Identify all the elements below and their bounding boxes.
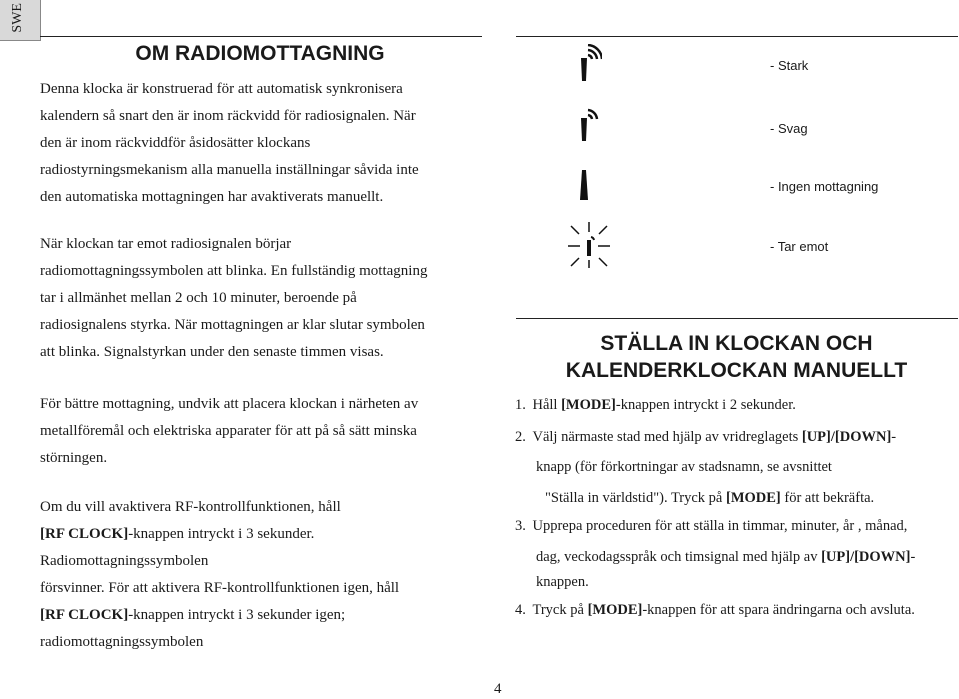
legend-label-strong: - Stark: [770, 58, 809, 73]
text-line: [515, 512, 958, 540]
text-line: knappen.: [536, 574, 589, 590]
text-span: Tryck på: [532, 602, 588, 618]
text-line: tar i allmänhet mellan 2 och 10 minuter, beroende på: [40, 290, 357, 306]
step-number: 1.: [515, 397, 526, 413]
text-line: störningen.: [40, 450, 108, 466]
language-tab-label: SWE: [10, 3, 25, 33]
text-line: radiomottagningssymbolen: [40, 634, 204, 650]
mode-key: [MODE]: [726, 490, 781, 506]
rf-clock-key: [RF CLOCK]: [40, 607, 129, 623]
text-span: "Ställa in världstid"). Tryck på: [545, 490, 726, 506]
text-span: -: [891, 429, 897, 445]
section-title-manual: [515, 330, 958, 384]
text-line: Om du vill avaktivera RF-kontrollfunktionen, håll: [40, 499, 341, 515]
text-span: -knappen för att spara ändringarna och avsluta.: [642, 602, 915, 618]
text-line: [515, 484, 958, 512]
rf-clock-key: [RF CLOCK]: [40, 526, 129, 542]
mode-key: [MODE]: [587, 602, 643, 618]
text-line: kalendern så snart den är inom räckvidd för radiosignalen. När: [40, 108, 416, 124]
right-mid-rule: [516, 318, 958, 319]
legend-label-none: - Ingen mottagning: [770, 179, 879, 194]
up-down-key: [UP]/[DOWN]: [801, 429, 892, 445]
signal-receiving-icon: [564, 220, 614, 270]
mode-key: [MODE]: [561, 397, 616, 413]
page-number: 4: [494, 681, 502, 697]
step-2: [515, 423, 958, 512]
step-4: [515, 596, 958, 624]
text-line: försvinner. För att aktivera RF-kontrollfunktionen igen, håll: [40, 580, 400, 596]
paragraph-tips: [40, 391, 480, 472]
step-3: [515, 512, 958, 593]
text-span: -knappen intryckt i 3 sekunder igen;: [128, 607, 346, 623]
text-line: den automatiska mottagningen har avaktiverats manuellt.: [40, 189, 384, 205]
step-1: [515, 391, 958, 419]
text-line: metallföremål och elektriska apparater för att på så sätt minska: [40, 423, 417, 439]
text-span: för att bekräfta.: [780, 490, 875, 506]
text-span: Håll: [532, 397, 562, 413]
text-line: radiomottagningssymbolen att blinka. En fullständig mottagning: [40, 263, 428, 279]
step-number: 3.: [515, 518, 526, 534]
signal-strong-icon: [568, 44, 602, 82]
text-line: [515, 423, 958, 451]
text-span: -knappen intryckt i 3 sekunder.: [128, 526, 315, 542]
right-top-rule: [516, 36, 958, 37]
text-line: [40, 521, 480, 548]
paragraph-intro: [40, 76, 480, 211]
signal-none-icon: [568, 166, 602, 204]
text-line: den är inom räckviddför åsidosätter klockans: [40, 135, 311, 151]
text-line: [40, 602, 480, 629]
text-span: Upprepa proceduren för att ställa in timmar, minuter, år , månad,: [532, 518, 908, 534]
text-span: Välj närmaste stad med hjälp av vridreglagets: [532, 429, 802, 445]
paragraph-reception: [40, 231, 480, 366]
text-span: -: [910, 549, 916, 565]
text-line: [515, 543, 958, 571]
up-down-key: [UP]/[DOWN]: [821, 549, 911, 565]
step-number: 2.: [515, 429, 526, 445]
text-line: radiostyrningsmekanism alla manuella inställningar såvida inte: [40, 162, 419, 178]
text-line: att blinka. Signalstyrkan under den senaste timmen visas.: [40, 344, 384, 360]
text-line: När klockan tar emot radiosignalen börjar: [40, 236, 292, 252]
step-number: 4.: [515, 602, 526, 618]
text-line: knapp (för förkortningar av stadsnamn, se avsnittet: [536, 459, 832, 475]
section-title-radio: OM RADIOMOTTAGNING: [135, 42, 385, 65]
legend-label-weak: - Svag: [770, 121, 808, 136]
language-tab: [0, 0, 41, 41]
title-line: KALENDERKLOCKAN MANUELLT: [565, 359, 908, 382]
text-span: -knappen intryckt i 2 sekunder.: [615, 397, 796, 413]
title-line: STÄLLA IN KLOCKAN OCH: [600, 332, 873, 355]
text-span: dag, veckodagsspråk och timsignal med hjälp av: [536, 549, 822, 565]
left-top-rule: [40, 36, 482, 37]
paragraph-rf-control: [40, 494, 480, 656]
signal-weak-icon: [568, 104, 602, 142]
text-line: För bättre mottagning, undvik att placera klockan i närheten av: [40, 396, 419, 412]
text-line: radiosignalens styrka. När mottagningen ar klar slutar symbolen: [40, 317, 425, 333]
text-line: Denna klocka är konstruerad för att automatisk synkronisera: [40, 81, 403, 97]
text-line: Radiomottagningssymbolen: [40, 553, 209, 569]
legend-label-receiving: - Tar emot: [770, 239, 829, 254]
